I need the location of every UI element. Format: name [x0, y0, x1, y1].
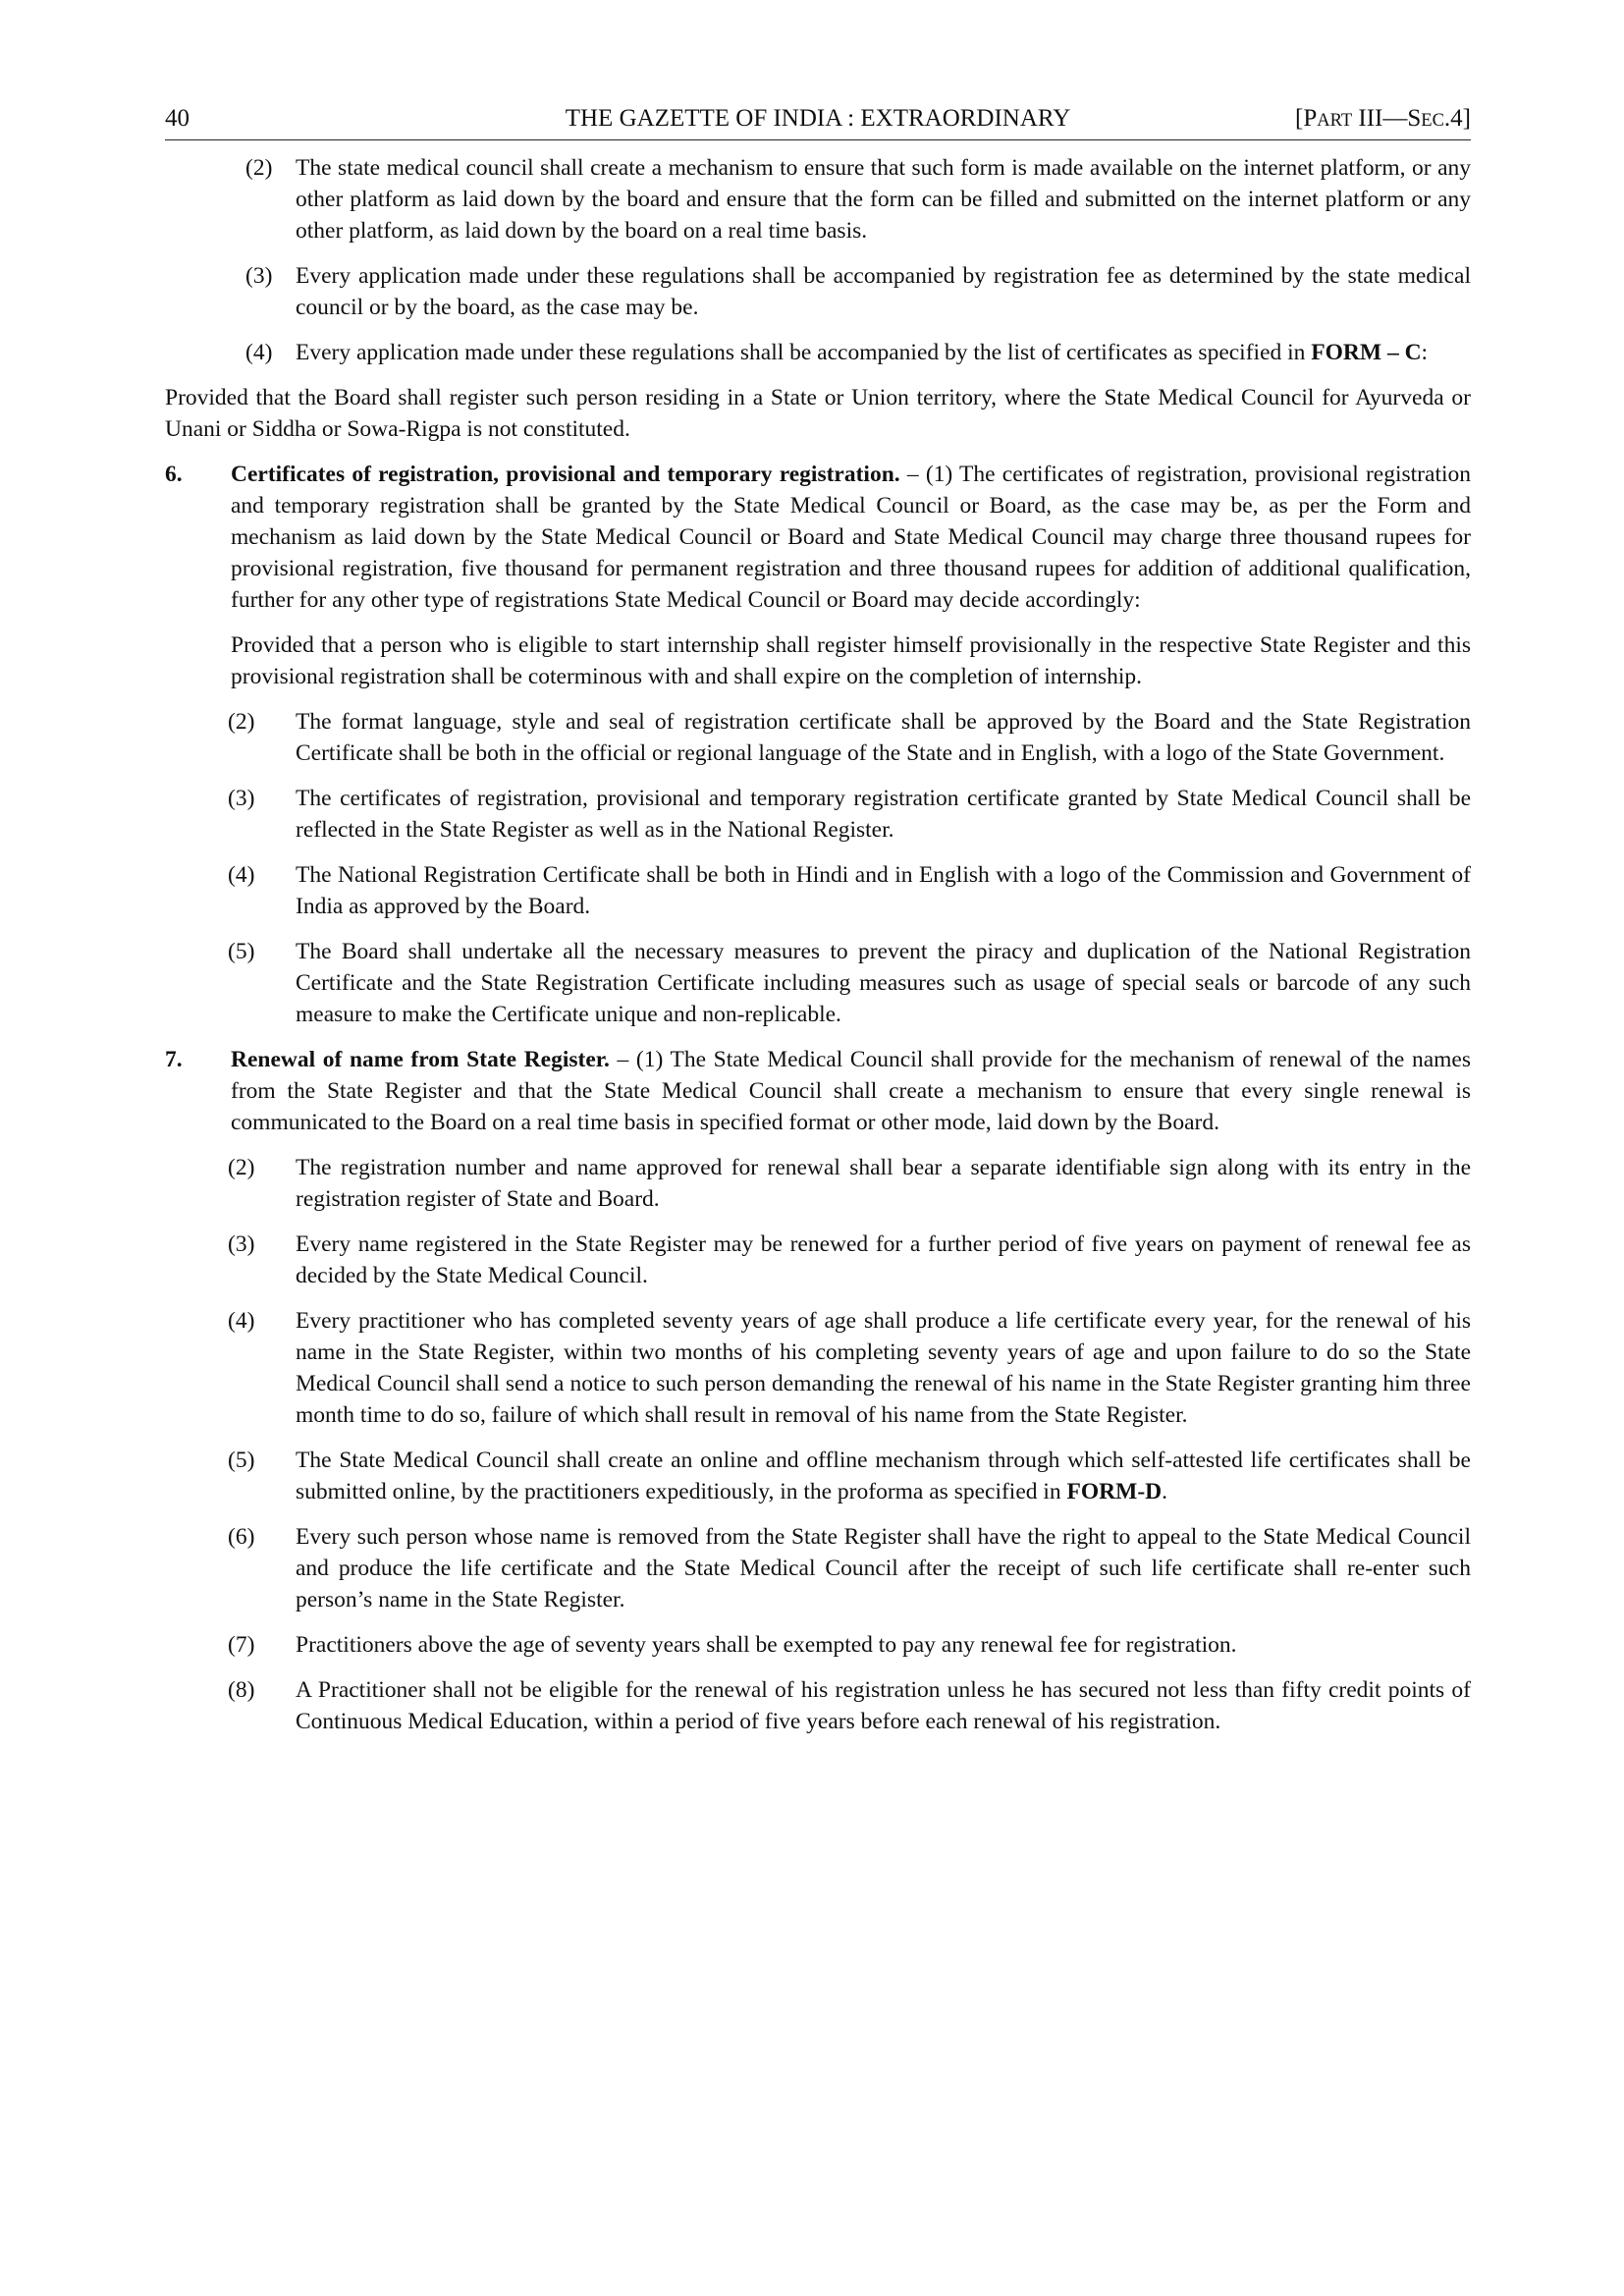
proviso-paragraph: Provided that the Board shall register such person residing in a State or Union territory, where the State Medical Council for Ayurveda or Unani or Siddha or Sowa-Rigpa is not constituted.: [165, 385, 1471, 442]
section-7-clause-7: (7) Practitioners above the age of seventy years shall be exempted to pay any renewal fee for registration.: [228, 1632, 1237, 1658]
section-7-clause-8: (8) A Practitioner shall not be eligible for the renewal of his registration unless he has secured not less than fifty credit points of Continuous Medical Education, within a period of five years before each renewal of his registration.: [228, 1677, 1471, 1734]
section-6-heading: Certificates of registration, provisional and temporary registration.: [231, 462, 900, 487]
section-6-clause-3: (3) The certificates of registration, provisional and temporary registration certificate granted by State Medical Council shall be reflected in the State Register as well as in the National Register.: [228, 786, 1471, 843]
section-6-clause-4: (4) The National Registration Certificate shall be both in Hindi and in English with a logo of the Commission and Government of India as approved by the Board.: [228, 862, 1471, 919]
section-7-clause-3: (3) Every name registered in the State Register may be renewed for a further period of five years on payment of renewal fee as decided by the State Medical Council.: [228, 1231, 1471, 1288]
section-7: 7. Renewal of name from State Register. – (1) The State Medical Council shall provide for the mechanism of renewal of the names from the State Register and that the State Medical Council shall create a mechanism to ensure that every single renewal is communicated to the Board on a real time basis in specified format or other mode, laid down by the Board.: [165, 1047, 1471, 1135]
section-6-clause-2: (2) The format language, style and seal of registration certificate shall be approved by the Board and the State Registration Certificate shall be both in the official or regional language of the State and in English, with a logo of the State Government.: [228, 709, 1471, 766]
clause-2: (2) The state medical council shall create a mechanism to ensure that such form is made available on the internet platform, or any other platform as laid down by the board and ensure that the form can be filled and submitted on the internet platform or any other platform, as laid down by the board on a real time basis.: [245, 155, 1471, 244]
clause-3: (3) Every application made under these regulations shall be accompanied by registration fee as determined by the state medical council or by the board, as the case may be.: [245, 263, 1471, 320]
gazette-page: [165, 98, 1471, 1751]
section-6-clause-5: (5) The Board shall undertake all the necessary measures to prevent the piracy and duplication of the National Registration Certificate and the State Registration Certificate including measures such as usage of special seals or barcode of any such measure to make the Certificate unique and non-replicable.: [228, 939, 1471, 1027]
section-6: 6. Certificates of registration, provisional and temporary registration. – (1) The certificates of registration, provisional registration and temporary registration shall be granted by the State Medical Council or Board, as the case may be, as per the Form and mechanism as laid down by the State Medical Council or Board and State Medical Council may charge three thousand rupees for provisional registration, five thousand for permanent registration and three thousand rupees for addition of additional qualification, further for any other type of registrations State Medical Council or Board may decide accordingly:: [165, 462, 1471, 613]
clause-4: (4) Every application made under these regulations shall be accompanied by the list of certificates as specified in FORM – C:: [245, 340, 1429, 365]
section-7-heading: Renewal of name from State Register.: [231, 1047, 610, 1072]
section-6-proviso: Provided that a person who is eligible to start internship shall register himself provisionally in the respective State Register and this provisional registration shall be coterminous with and shall expire on the completion of internship.: [231, 632, 1471, 689]
page-number: 40: [165, 105, 189, 132]
section-7-clause-2: (2) The registration number and name approved for renewal shall bear a separate identifiable sign along with its entry in the registration register of State and Board.: [228, 1155, 1471, 1212]
section-7-clause-4: (4) Every practitioner who has completed seventy years of age shall produce a life certificate every year, for the renewal of his name in the State Register, within two months of his completing seventy years of age and upon failure to do so the State Medical Council shall send a notice to such person demanding the renewal of his name in the State Register granting him three month time to do so, failure of which shall result in removal of his name from the State Register.: [228, 1308, 1471, 1428]
gazette-title: THE GAZETTE OF INDIA : EXTRAORDINARY: [565, 105, 1071, 132]
part-section-label: [PART III—SEC.4]: [1295, 105, 1471, 132]
page-header: [165, 98, 1471, 140]
section-7-clause-6: (6) Every such person whose name is removed from the State Register shall have the right to appeal to the State Medical Council and produce the life certificate and the State Medical Council after the receipt of such life certificate shall re-enter such person’s name in the State Register.: [228, 1524, 1471, 1613]
section-7-clause-5: (5) The State Medical Council shall create an online and offline mechanism through which self-attested life certificates shall be submitted online, by the practitioners expeditiously, in the proforma as specified in FORM-D.: [228, 1448, 1471, 1504]
